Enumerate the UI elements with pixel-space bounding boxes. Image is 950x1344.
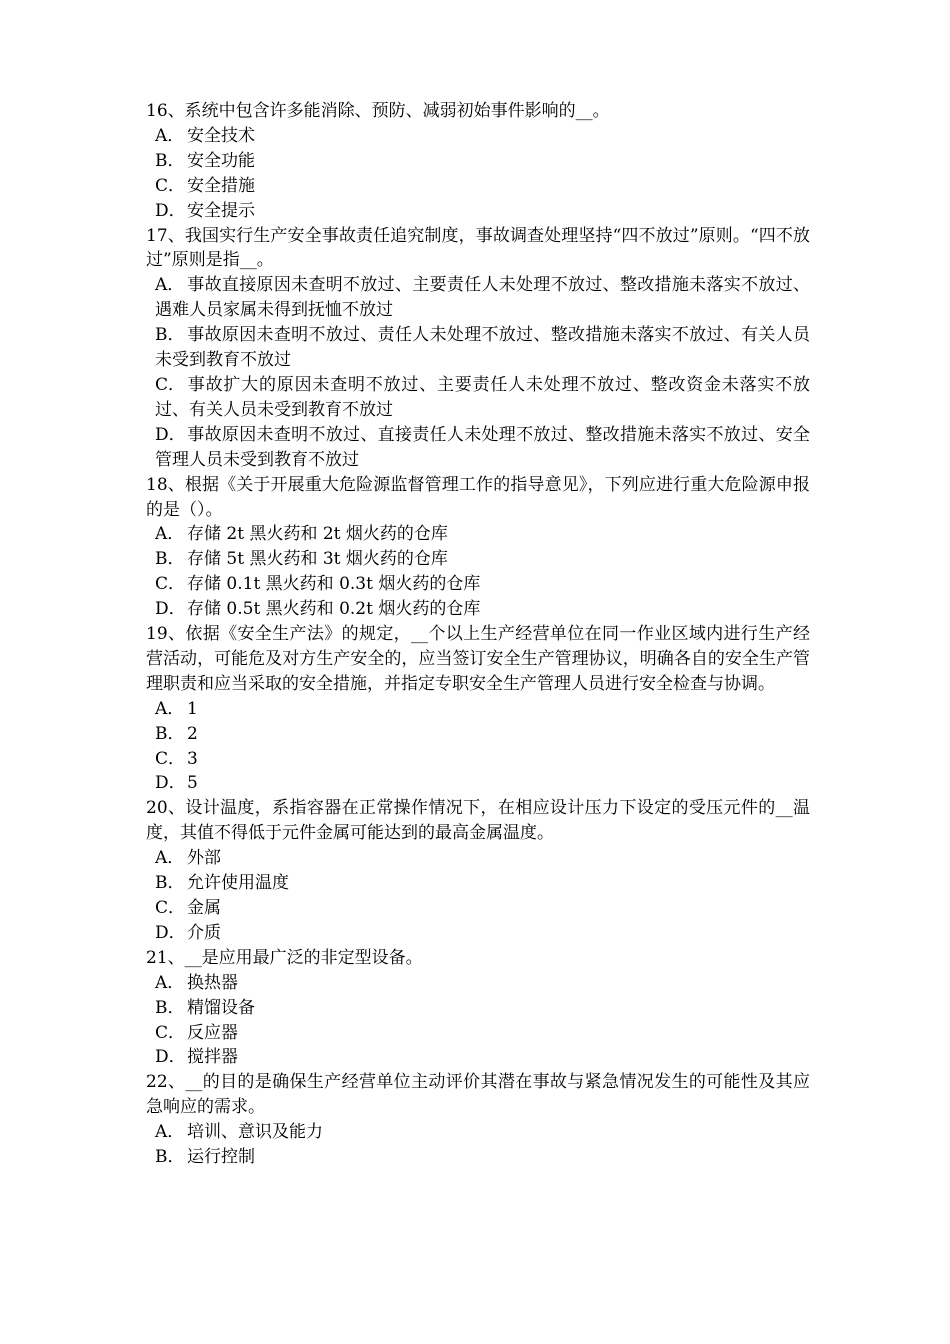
option-text: 外部 [187,848,221,869]
option-letter: B． [155,549,185,570]
option-a [146,522,810,547]
question-20 [146,796,810,945]
option-text: 事故原因未查明不放过、直接责任人未处理不放过、整改措施未落实不放过、安全管理人员未受到教育不放过 [155,424,810,470]
option-c [146,896,810,921]
question-text: 18、根据《关于开展重大危险源监督管理工作的指导意见》，下列应进行重大危险源申报的是（）。 [146,474,810,520]
option-letter: D． [155,599,186,620]
question-21 [146,946,810,1071]
option-letter: C． [155,748,186,769]
option-letter: C． [155,1022,186,1043]
option-text: 金属 [187,898,221,918]
option-c [146,747,810,772]
option-d [146,423,810,473]
option-letter: A． [155,125,185,146]
option-b [146,722,810,747]
option-letter: B． [155,723,185,744]
option-d [146,771,810,796]
option-letter: A． [155,1122,185,1143]
option-a [146,971,810,996]
option-letter: D． [155,773,186,794]
option-text: 安全技术 [187,125,255,146]
option-b [146,1145,810,1170]
question-19 [146,622,810,796]
option-text: 存储 5t 黑火药和 3t 烟火药的仓库 [187,549,448,570]
question-text: 21、__是应用最广泛的非定型设备。 [146,947,423,968]
option-a [146,124,810,149]
option-text: 2 [187,723,198,744]
option-a [146,273,810,323]
option-letter: B． [155,997,185,1018]
option-text: 存储 0.5t 黑火药和 0.2t 烟火药的仓库 [187,599,481,620]
option-letter: A． [155,524,185,545]
option-letter: C． [155,374,186,395]
option-text: 运行控制 [187,1147,255,1168]
option-text: 事故扩大的原因未查明不放过、主要责任人未处理不放过、整改资金未落实不放过、有关人员未受到教育不放过 [155,374,810,420]
option-text: 换热器 [187,972,238,993]
question-17 [146,224,810,473]
option-letter: A． [155,848,185,869]
option-letter: C． [155,175,186,196]
option-text: 存储 2t 黑火药和 2t 烟火药的仓库 [187,524,448,545]
option-letter: D． [155,1047,186,1068]
question-text: 17、我国实行生产安全事故责任追究制度，事故调查处理坚持“四不放过”原则。“四不放过”原则是指__。 [146,225,810,271]
document-page [146,99,810,1170]
option-c [146,373,810,423]
option-letter: B． [155,1147,185,1168]
question-22 [146,1070,810,1170]
option-text: 3 [187,748,198,769]
option-text: 事故直接原因未查明不放过、主要责任人未处理不放过、整改措施未落实不放过、遇难人员家属未得到抚恤不放过 [155,275,810,321]
option-letter: C． [155,898,186,918]
option-d [146,921,810,946]
option-letter: A． [155,698,185,719]
option-c [146,174,810,199]
option-c [146,1021,810,1046]
option-b [146,871,810,896]
option-text: 精馏设备 [187,997,255,1018]
option-text: 5 [187,773,198,794]
option-d [146,199,810,224]
option-letter: B． [155,325,185,346]
option-letter: A． [155,275,185,296]
question-text: 20、设计温度，系指容器在正常操作情况下，在相应设计压力下设定的受压元件的__温度，其值不得低于元件金属可能达到的最高金属温度。 [146,798,810,844]
option-b [146,996,810,1021]
option-text: 允许使用温度 [187,873,289,894]
option-a [146,846,810,871]
option-d [146,1045,810,1070]
option-c [146,572,810,597]
option-d [146,597,810,622]
question-text: 22、__的目的是确保生产经营单位主动评价其潜在事故与紧急情况发生的可能性及其应急响应的需求。 [146,1072,810,1118]
option-text: 事故原因未查明不放过、责任人未处理不放过、整改措施未落实不放过、有关人员未受到教育不放过 [155,325,810,371]
option-letter: B． [155,873,185,894]
option-a [146,697,810,722]
option-letter: D． [155,200,186,221]
option-letter: D． [155,922,186,943]
option-a [146,1120,810,1145]
option-b [146,547,810,572]
option-letter: B． [155,150,185,171]
option-text: 存储 0.1t 黑火药和 0.3t 烟火药的仓库 [187,574,481,595]
question-16 [146,99,810,224]
option-text: 安全措施 [187,175,255,196]
question-text: 16、系统中包含许多能消除、预防、减弱初始事件影响的__。 [146,101,610,121]
option-b [146,149,810,174]
option-text: 安全提示 [187,200,255,221]
option-text: 介质 [187,922,221,943]
option-letter: D． [155,424,186,445]
option-text: 安全功能 [187,150,255,171]
option-text: 搅拌器 [187,1047,238,1068]
option-b [146,323,810,373]
option-text: 反应器 [187,1022,238,1043]
option-text: 培训、意识及能力 [187,1122,323,1143]
question-18 [146,473,810,622]
option-text: 1 [187,698,198,719]
question-text: 19、依据《安全生产法》的规定，__个以上生产经营单位在同一作业区域内进行生产经营活动，可能危及对方生产安全的，应当签订安全生产管理协议，明确各自的安全生产管理职责和应当采取的安全措施，并指定专职安全生产管理人员进行安全检查与协调。 [146,624,810,694]
option-letter: A． [155,972,185,993]
option-letter: C． [155,574,186,595]
